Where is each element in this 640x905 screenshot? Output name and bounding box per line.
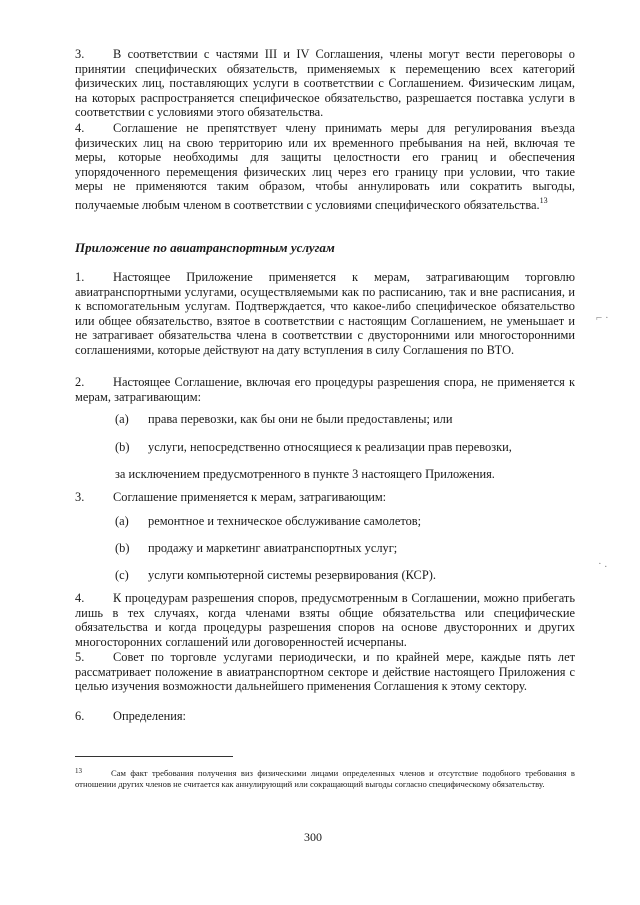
paragraph-text: Настоящее Соглашение, включая его процедуры разрешения спора, не применяется к мерам, затрагивающим: xyxy=(75,375,575,404)
scan-artifact: ⌐ · xyxy=(596,312,609,324)
paragraph-text: В соответствии с частями III и IV Соглашения, члены могут вести переговоры о принятии специфических обязательств, применяемых к перемещению всех категорий физических лиц, поставляющих услуги в соответствии с Соглашением. Физическим лицам, на которых распространяется специфическое обязательство, разрешается поставка услуги в соответствии с условиями этого обязательства. xyxy=(75,47,575,120)
exception-text: за исключением предусмотренного в пункте 3 настоящего Приложения. xyxy=(115,467,495,481)
item-text: ремонтное и техническое обслуживание самолетов; xyxy=(148,514,422,528)
paragraph-text: Соглашение не препятствует члену принимать меры для регулирования въезда физических лиц на свою территорию или их временного пребывания на ней, включая те меры, которые необходимы для защиты целостности его границ и обеспечения упорядоченного перемещения физических лиц через его границу при условии, что такие меры не применяются таким образом, чтобы аннулировать или сократить выгоды, получаемые любым членом в соответствии с условиями специфического обязательства. xyxy=(75,121,575,212)
paragraph-text: Совет по торговле услугами периодически, и по крайней мере, каждые пять лет рассматривает положение в авиатранспортном секторе и действие настоящего Приложения с целью изучения возможности дальнейшего применения Соглашения к этому сектору. xyxy=(75,650,575,694)
item-label: (b) xyxy=(115,440,130,454)
footnote-reference: 13 xyxy=(539,195,548,205)
annex-paragraph-4 xyxy=(75,591,575,649)
item-text: услуги, непосредственно относящиеся к реализации прав перевозки, xyxy=(148,440,512,454)
item-label: (a) xyxy=(115,514,129,528)
list-item xyxy=(115,568,436,583)
paragraph-text: К процедурам разрешения споров, предусмотренным в Соглашении, можно прибегать лишь в тех случаях, когда членами взяты общие обязательства или специфические обязательства и когда процедуры разрешения споров на основе двусторонних и других многосторонних соглашений или договоренностей исчерпаны. xyxy=(75,591,575,649)
footnote-divider xyxy=(75,756,233,757)
annex-paragraph-1 xyxy=(75,270,575,358)
item-label: (a) xyxy=(115,412,129,426)
annex-heading: Приложение по авиатранспортным услугам xyxy=(75,240,335,255)
item-label: (c) xyxy=(115,568,129,582)
annex-paragraph-6 xyxy=(75,709,575,724)
paragraph-number: 4. xyxy=(75,121,85,135)
page-number: 300 xyxy=(304,830,322,844)
list-item xyxy=(115,541,397,556)
annex-paragraph-2 xyxy=(75,375,575,404)
paragraph-number: 5. xyxy=(75,650,85,664)
footnote-number: 13 xyxy=(75,767,82,775)
list-item xyxy=(115,440,512,455)
paragraph-number: 4. xyxy=(75,591,85,605)
scan-artifact: · . xyxy=(598,558,608,570)
paragraph-number: 6. xyxy=(75,709,85,723)
item-label: (b) xyxy=(115,541,130,555)
paragraph-number: 2. xyxy=(75,375,85,389)
list-item xyxy=(115,412,452,427)
annex-paragraph-5 xyxy=(75,650,575,694)
annex-paragraph-3 xyxy=(75,490,575,505)
paragraph-4 xyxy=(75,121,575,213)
paragraph-text: Определения: xyxy=(113,709,187,723)
item-text: права перевозки, как бы они не были предоставлены; или xyxy=(148,412,453,426)
paragraph-number: 3. xyxy=(75,47,85,61)
item-text: услуги компьютерной системы резервирования (КСР). xyxy=(148,568,436,582)
list-item xyxy=(115,514,421,529)
paragraph-number: 1. xyxy=(75,270,85,284)
paragraph-number: 3. xyxy=(75,490,85,504)
item-text: продажу и маркетинг авиатранспортных услуг; xyxy=(148,541,398,555)
footnote-text: Сам факт требования получения виз физическими лицами определенных членов и отсутствие подобного требования в отношении других членов не считается как аннулирующий или сокращающий выгоды согласно специфическому обязательству. xyxy=(75,768,575,789)
paragraph-text: Соглашение применяется к мерам, затрагивающим: xyxy=(113,490,387,504)
paragraph-3 xyxy=(75,47,575,120)
footnote xyxy=(75,766,575,789)
paragraph-text: Настоящее Приложение применяется к мерам, затрагивающим торговлю авиатранспортными услугами, осуществляемыми как по расписанию, так и вне расписания, и к вспомогательным услугам. Подтверждается, что какое-либо специфическое обязательство или общее обязательство, взятое в соответствии с настоящим Соглашением, не уменьшает и не затрагивает обязательства члена в соответствии с двусторонними или многосторонними соглашениями, которые действуют на дату вступления в силу Соглашения по ВТО. xyxy=(75,270,575,357)
